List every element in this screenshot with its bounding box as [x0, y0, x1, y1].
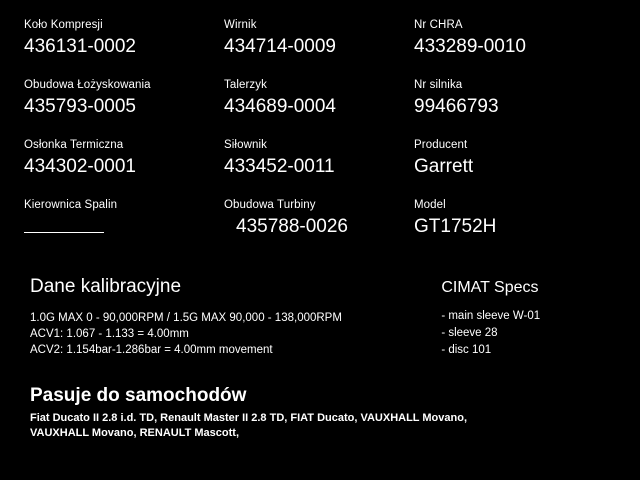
spec-value: 434302-0001: [24, 156, 136, 177]
cimat-specs-block: [441, 276, 616, 359]
cimat-item: - sleeve 28: [441, 327, 498, 339]
spec-value: Garrett: [414, 156, 474, 177]
spec-cell: [224, 78, 414, 138]
calibration-line: ACV1: 1.067 - 1.133 = 4.00mm: [30, 328, 189, 340]
middle-section: [24, 276, 616, 359]
cimat-item: - main sleeve W-01: [441, 310, 541, 322]
calibration-line: 1.0G MAX 0 - 90,000RPM / 1.5G MAX 90,000 - 138,000RPM: [30, 312, 342, 324]
compatible-cars-line: Fiat Ducato II 2.8 i.d. TD, Renault Master II 2.8 TD, FIAT Ducato, VAUXHALL Movano,: [30, 412, 467, 424]
spec-value: 436131-0002: [24, 36, 136, 57]
spec-label: Producent: [414, 139, 468, 151]
spec-label: Nr silnika: [414, 79, 463, 91]
spec-value: 433452-0011: [224, 156, 335, 177]
spec-cell: [414, 138, 616, 198]
spec-value: 99466793: [414, 96, 499, 117]
spec-label: Nr CHRA: [414, 19, 463, 31]
calibration-title: Dane kalibracyjne: [30, 276, 182, 297]
spec-grid: [24, 18, 616, 258]
spec-label: Model: [414, 199, 446, 211]
spec-label: Obudowa Turbiny: [224, 199, 316, 211]
spec-cell: [224, 198, 414, 258]
spec-label: Osłonka Termiczna: [24, 139, 124, 151]
spec-cell: [24, 198, 224, 258]
spec-value: 434714-0009: [224, 36, 336, 57]
spec-cell: [24, 18, 224, 78]
compatible-cars-block: [30, 385, 616, 441]
spec-cell: [414, 78, 616, 138]
cimat-item: - disc 101: [441, 344, 492, 356]
spec-value: GT1752H: [414, 216, 497, 237]
spec-cell: [24, 78, 224, 138]
spec-label: Koło Kompresji: [24, 19, 103, 31]
spec-cell: [414, 198, 616, 258]
cimat-title: CIMAT Specs: [441, 279, 539, 296]
compatible-cars-title: Pasuje do samochodów: [30, 385, 247, 406]
spec-value: 435793-0005: [24, 96, 136, 117]
calibration-block: [24, 276, 441, 358]
compatible-cars-line: VAUXHALL Movano, RENAULT Mascott,: [30, 427, 240, 439]
spec-cell: [24, 138, 224, 198]
spec-label: Talerzyk: [224, 79, 267, 91]
spec-label: Obudowa Łożyskowania: [24, 79, 151, 91]
spec-value: 433289-0010: [414, 36, 526, 57]
spec-cell: [224, 18, 414, 78]
spec-label: Kierownica Spalin: [24, 199, 118, 211]
spec-value-blank: [24, 218, 104, 233]
calibration-line: ACV2: 1.154bar-1.286bar = 4.00mm movement: [30, 344, 273, 356]
spec-label: Siłownik: [224, 139, 267, 151]
spec-value: 434689-0004: [224, 96, 336, 117]
spec-label: Wirnik: [224, 19, 257, 31]
spec-cell: [414, 18, 616, 78]
spec-value: 435788-0026: [236, 216, 348, 237]
spec-cell: [224, 138, 414, 198]
